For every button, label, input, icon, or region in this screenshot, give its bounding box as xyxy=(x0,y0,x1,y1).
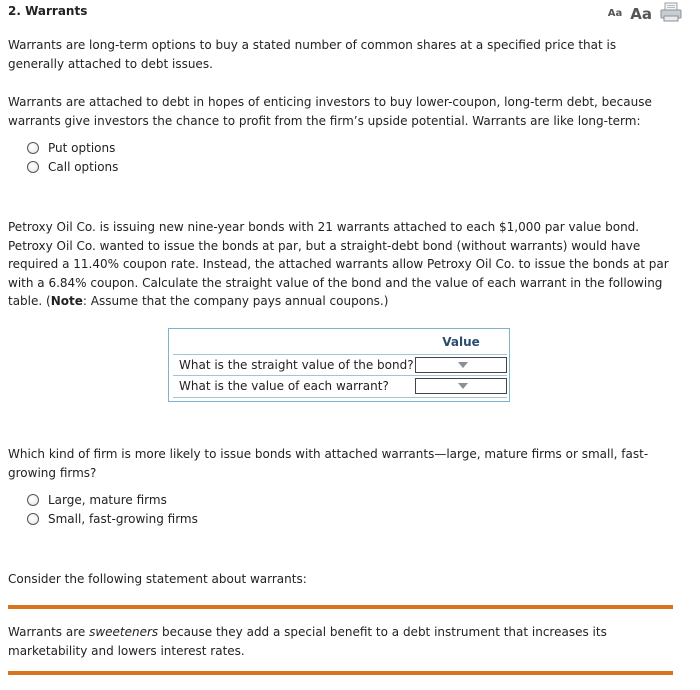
note-label: Note xyxy=(50,294,83,308)
table-row xyxy=(173,354,507,376)
question1-options xyxy=(27,138,118,176)
warrant-value-dropdown[interactable] xyxy=(415,378,507,394)
statement-top-divider xyxy=(8,605,673,609)
row-label: What is the straight value of the bond? xyxy=(179,358,414,372)
radio-button[interactable] xyxy=(27,513,39,525)
radio-button[interactable] xyxy=(27,161,39,173)
statement-before: Warrants are xyxy=(8,625,90,639)
question2-options xyxy=(27,490,198,528)
print-icon[interactable] xyxy=(660,2,682,25)
problem-paragraph xyxy=(8,218,674,311)
option-label: Call options xyxy=(48,159,119,174)
row-label: What is the value of each warrant? xyxy=(179,379,389,393)
option-put[interactable] xyxy=(27,138,118,157)
option-label: Large, mature firms xyxy=(48,492,167,507)
bond-value-dropdown[interactable] xyxy=(415,357,507,373)
warrant-statement xyxy=(8,623,674,660)
toolbar xyxy=(608,2,682,25)
question-title: 2. Warrants xyxy=(8,4,88,18)
option-small-fast-growing[interactable] xyxy=(27,509,198,528)
value-column-header: Value xyxy=(442,335,480,349)
option-call[interactable] xyxy=(27,157,118,176)
decrease-font-button[interactable]: Aa xyxy=(607,8,623,19)
dropdown-arrow-icon[interactable] xyxy=(458,383,468,389)
statement-after: because they add a special benefit to a debt instrument that increases its marketability and lowers interest rates. xyxy=(8,625,607,658)
radio-button[interactable] xyxy=(27,494,39,506)
question2-prompt: Which kind of firm is more likely to issue bonds with attached warrants—large, mature firms or small, fast-growing firms? xyxy=(8,447,649,480)
table-row xyxy=(173,375,507,398)
dropdown-arrow-icon[interactable] xyxy=(458,362,468,368)
option-large-mature[interactable] xyxy=(27,490,198,509)
note-text: : Assume that the company pays annual coupons.) xyxy=(82,294,389,308)
question3-prompt: Consider the following statement about warrants: xyxy=(8,572,307,586)
radio-button[interactable] xyxy=(27,142,39,154)
option-label: Small, fast-growing firms xyxy=(48,511,198,526)
statement-bottom-divider xyxy=(8,671,673,675)
statement-emphasis: sweeteners xyxy=(89,625,159,639)
answer-table xyxy=(168,328,510,402)
question1-prompt: Warrants are attached to debt in hopes of enticing investors to buy lower-coupon, long-term debt, because warrants give investors the chance to profit from the firm’s upside potential. Warrants are like long-term: xyxy=(8,95,652,128)
intro-paragraph: Warrants are long-term options to buy a stated number of common shares at a specified price that is generally attached to debt issues. xyxy=(8,38,617,71)
problem-text: Petroxy Oil Co. is issuing new nine-year bonds with 21 warrants attached to each $1,000 par value bond. Petroxy Oil Co. wanted to issue the bonds at par, but a straight-debt bond (without warrants) would have required a 11.40% coupon rate. Instead, the attached warrants allow Petroxy Oil Co. to issue the bonds at par with a 6.84% coupon. Calculate the straight value of the bond and the value of each warrant in the following table. ( xyxy=(8,220,669,308)
option-label: Put options xyxy=(48,140,116,155)
increase-font-button[interactable]: Aa xyxy=(630,4,652,23)
